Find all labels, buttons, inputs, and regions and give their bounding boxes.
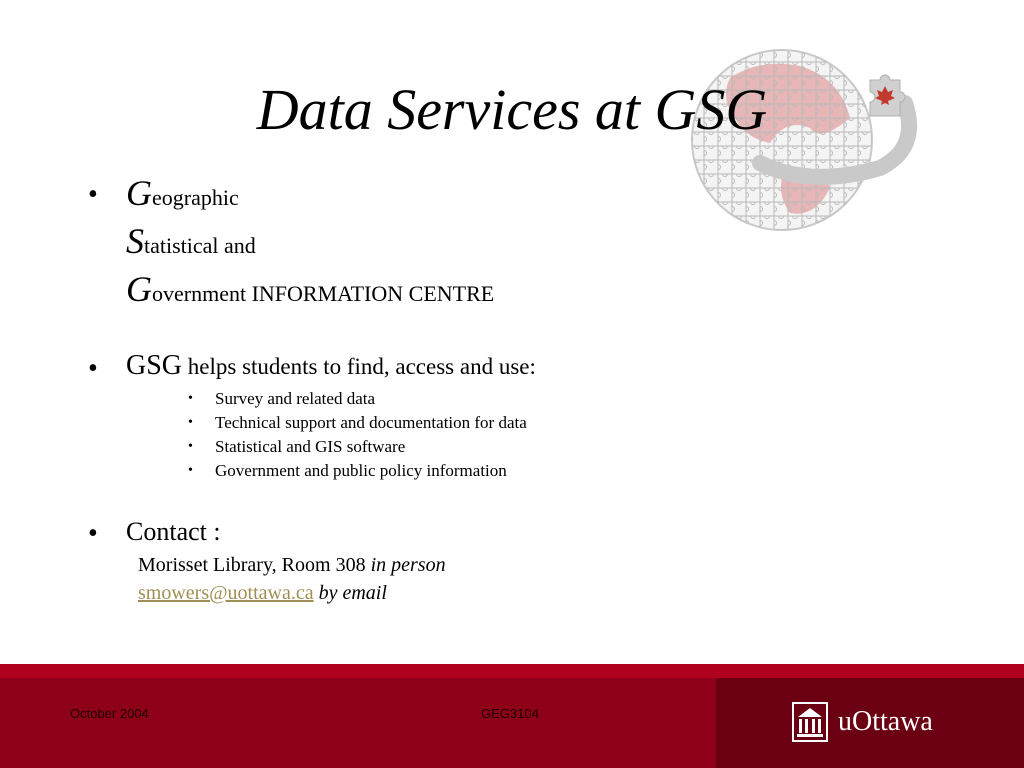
bullet-help: • <box>88 353 98 384</box>
service-label: Survey and related data <box>215 389 376 408</box>
list-item <box>188 459 527 483</box>
bullet-dot: • <box>188 439 193 454</box>
acronym-initial: G <box>126 173 152 213</box>
acronym-line <box>126 172 494 220</box>
bullet-dot: • <box>188 415 193 430</box>
bullet-acronym: • <box>88 179 98 210</box>
list-item <box>188 411 527 435</box>
bullet-dot: • <box>188 463 193 478</box>
brand-name: uOttawa <box>838 706 933 737</box>
uottawa-building-icon <box>792 702 828 742</box>
acronym-line <box>126 268 494 316</box>
bullet-dot: • <box>188 391 193 406</box>
acronym-rest: tatistical and <box>144 233 256 258</box>
services-list <box>188 387 527 483</box>
contact-label: Contact : <box>126 517 221 546</box>
acronym-rest: eographic <box>152 185 239 210</box>
contact-email-line <box>138 579 446 607</box>
footer-band <box>0 664 1024 678</box>
help-lead: GSG <box>126 350 183 381</box>
acronym-line <box>126 220 494 268</box>
acronym-rest: overnment INFORMATION CENTRE <box>152 281 495 306</box>
service-label: Statistical and GIS software <box>215 437 406 456</box>
acronym-initial: S <box>126 221 144 261</box>
acronym-block <box>126 172 494 316</box>
list-item <box>188 387 527 411</box>
service-label: Technical support and documentation for data <box>215 413 527 432</box>
contact-email-mode: by email <box>313 582 387 604</box>
contact-location: Morisset Library, Room 308 <box>138 554 371 576</box>
footer-course: GEG3104 <box>481 706 539 721</box>
list-item <box>188 435 527 459</box>
contact-location-line <box>138 551 446 579</box>
contact-details <box>138 551 446 607</box>
service-label: Government and public policy information <box>215 461 507 480</box>
acronym-initial: G <box>126 269 152 309</box>
footer-date: October 2004 <box>70 706 149 721</box>
help-statement <box>126 350 536 382</box>
uottawa-logo <box>792 702 933 742</box>
page-title: Data Services at GSG <box>256 77 768 142</box>
contact-location-mode: in person <box>370 554 446 576</box>
bullet-contact: • <box>88 518 98 549</box>
email-link[interactable]: smowers@uottawa.ca <box>138 582 314 604</box>
help-rest: helps students to find, access and use: <box>182 354 536 379</box>
